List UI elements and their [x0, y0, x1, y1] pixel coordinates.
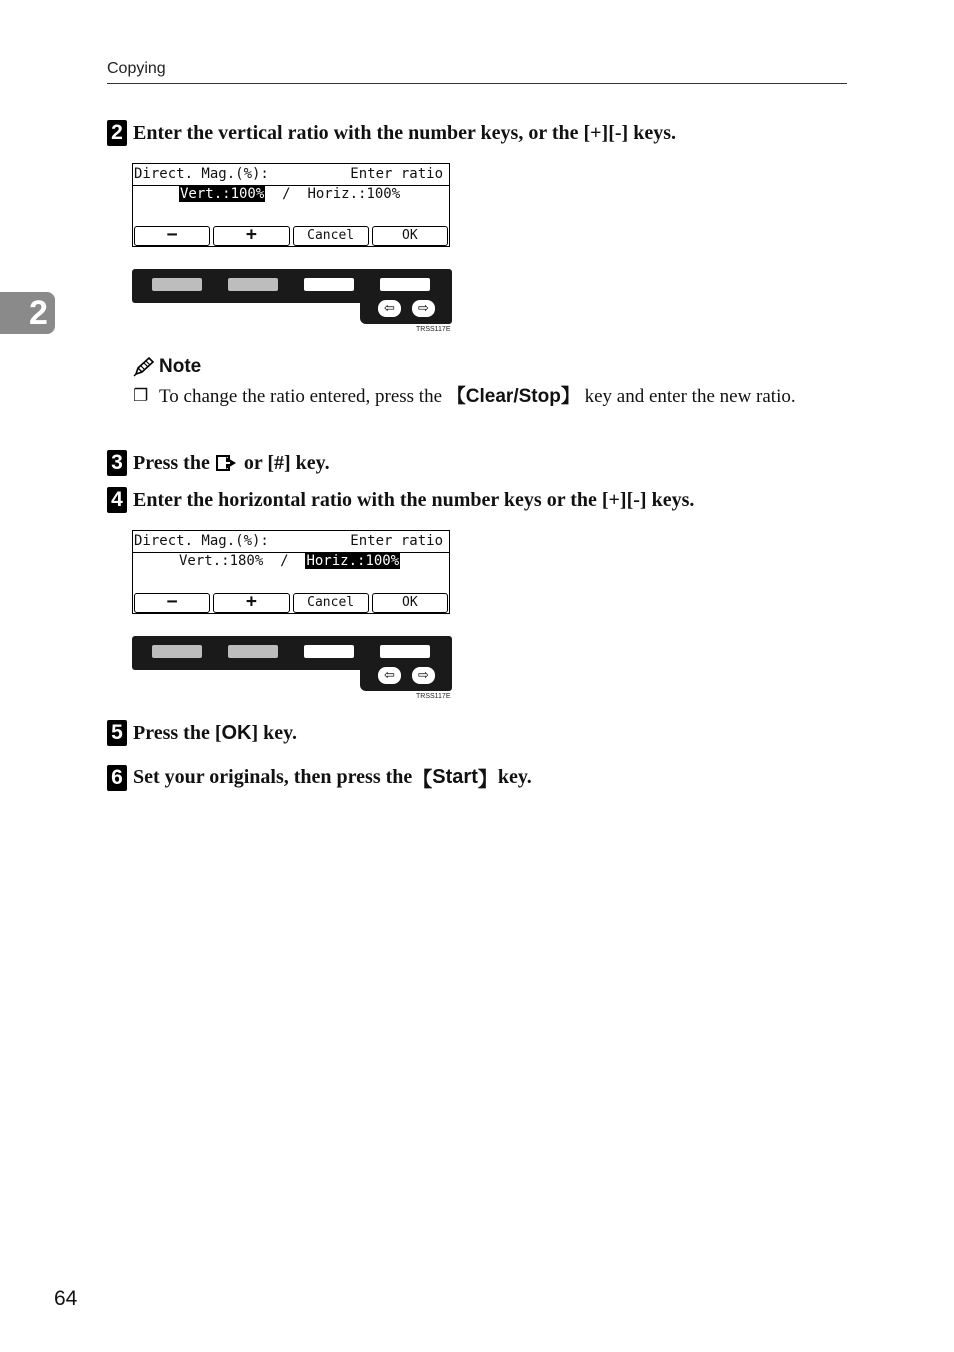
note-title: Note [159, 356, 202, 377]
step-text: Enter the horizontal ratio with the number keys or the [+][-] keys. [133, 488, 695, 511]
pencil-icon [133, 357, 155, 377]
figure-code: TRSS117E [416, 693, 451, 700]
ok-button[interactable]: OK [372, 226, 448, 246]
selection-key-1[interactable] [152, 278, 202, 291]
selection-key-2[interactable] [228, 645, 278, 658]
step-text-post: or [#] key. [243, 451, 330, 474]
running-header: Copying [107, 60, 166, 77]
key-bracket-close: 】 [560, 386, 580, 407]
ok-key-name: OK [221, 721, 252, 744]
minus-button[interactable]: − [134, 593, 210, 613]
selection-key-3[interactable] [304, 645, 354, 658]
key-bracket-close: 】 [477, 769, 498, 791]
step-text-pre: Press the [133, 451, 210, 474]
minus-button[interactable]: − [134, 226, 210, 246]
lcd-screen-vertical [132, 163, 450, 247]
page-number: 64 [54, 1287, 78, 1310]
selection-keys-panel [132, 269, 452, 324]
selection-key-3[interactable] [304, 278, 354, 291]
note-text-pre: To change the ratio entered, press the [159, 386, 443, 407]
lcd-title-row [133, 165, 449, 186]
right-arrow-key-icon[interactable]: ⇨ [412, 300, 435, 317]
lcd-ratio-row [179, 553, 400, 569]
right-arrow-key-icon [216, 454, 238, 472]
left-arrow-key-icon[interactable]: ⇦ [378, 300, 401, 317]
left-arrow-key-icon[interactable]: ⇦ [378, 667, 401, 684]
vert-value[interactable]: Vert.:180% [179, 553, 264, 569]
start-key-name: Start [432, 766, 478, 788]
ok-button[interactable]: OK [372, 593, 448, 613]
ratio-separator: / [282, 186, 291, 202]
key-bracket-open: 【 [446, 386, 466, 407]
lcd-button-row [134, 593, 448, 613]
step-4 [107, 487, 694, 513]
step-2 [107, 120, 676, 146]
step-text-pre: Set your originals, then press the [133, 766, 413, 788]
step-text-post: ] key. [251, 721, 298, 744]
right-arrow-key-icon[interactable]: ⇨ [412, 667, 435, 684]
selection-key-2[interactable] [228, 278, 278, 291]
checkbox-icon: ❐ [133, 386, 149, 406]
horiz-value[interactable]: Horiz.:100% [307, 186, 401, 202]
step-3 [107, 450, 330, 476]
step-text-pre: Press the [ [133, 721, 222, 744]
lcd-screen-horizontal [132, 530, 450, 614]
cancel-button[interactable]: Cancel [293, 226, 369, 246]
lcd-ratio-row [179, 186, 400, 202]
note-heading [133, 356, 201, 378]
step-6 [107, 763, 532, 792]
step-number: 5 [107, 720, 127, 746]
lcd-title-row [133, 532, 449, 553]
cancel-button[interactable]: Cancel [293, 593, 369, 613]
selection-keys-panel [132, 636, 452, 691]
lcd-prompt: Enter ratio [350, 166, 443, 182]
step-number: 6 [107, 765, 127, 791]
header-rule [107, 83, 847, 84]
selection-key-4[interactable] [380, 645, 430, 658]
selection-key-1[interactable] [152, 645, 202, 658]
lcd-title: Direct. Mag.(%): [134, 166, 269, 182]
note-text-post: key and enter the new ratio. [584, 386, 796, 407]
figure-code: TRSS117E [416, 326, 451, 333]
step-text-post: key. [497, 766, 532, 788]
horiz-value-selected[interactable]: Horiz.:100% [306, 553, 400, 569]
lcd-title: Direct. Mag.(%): [134, 533, 269, 549]
step-number: 2 [107, 120, 127, 146]
step-5 [107, 720, 297, 746]
ratio-separator: / [280, 553, 289, 569]
lcd-button-row [134, 226, 448, 246]
note-item [133, 385, 847, 408]
plus-button[interactable]: + [213, 226, 289, 246]
vert-value-selected[interactable]: Vert.:100% [180, 186, 265, 202]
clear-stop-key-name: Clear/Stop [465, 386, 561, 407]
selection-key-4[interactable] [380, 278, 430, 291]
lcd-prompt: Enter ratio [350, 533, 443, 549]
step-text: Enter the vertical ratio with the number keys, or the [+][-] keys. [133, 121, 676, 144]
key-bracket-open: 【 [412, 769, 433, 791]
plus-button[interactable]: + [213, 593, 289, 613]
keys-bar-lower [360, 664, 452, 691]
step-number: 3 [107, 450, 127, 476]
keys-bar-lower [360, 297, 452, 324]
chapter-tab: 2 [0, 292, 55, 334]
step-number: 4 [107, 487, 127, 513]
